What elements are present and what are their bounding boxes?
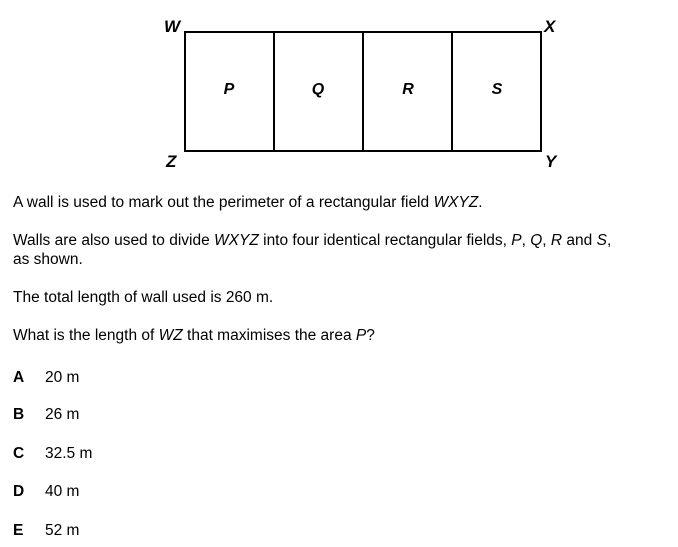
option-value: 40 m [45,483,80,500]
italic-text-run: S [596,232,607,249]
corner-label-x: X [544,17,556,36]
option-value: 52 m [45,522,80,539]
option-value: 26 m [45,406,80,423]
text-run: , [521,232,531,249]
option-value: 20 m [45,369,80,386]
text-run: as shown. [13,251,83,268]
field-label-q: Q [311,81,325,98]
diagram-lines [0,0,678,185]
option-letter: E [13,522,24,539]
field-label-s: S [491,81,503,98]
italic-text-run: P [355,327,367,344]
rectangle-diagram [0,0,678,185]
answer-option-e [13,521,79,540]
option-letter: B [13,406,25,423]
text-run: and [562,232,597,249]
option-value: 32.5 m [45,445,93,462]
text-run: . [478,194,483,211]
corner-label-z: Z [166,152,177,171]
text-run: ? [366,327,375,344]
option-letter: C [13,445,25,462]
answer-option-d [13,482,79,501]
question-paragraph-3: The total length of wall used is 260 m. [13,289,274,306]
text-run: that maximises the area [182,327,356,344]
italic-text-run: R [550,232,563,249]
question-paragraph-1 [13,193,663,212]
italic-text-run: WXYZ [214,232,259,249]
italic-text-run: Q [530,232,543,249]
text-run: What is the length of [13,327,159,344]
corner-label-y: Y [545,152,557,171]
answer-option-b [13,405,79,424]
text-run: Walls are also used to divide [13,232,215,249]
text-run: A wall is used to mark out the perimeter of a rectangular field [13,194,434,211]
text-run: into four identical rectangular fields, [258,232,512,249]
italic-text-run: WXYZ [433,194,479,211]
text-run: , [542,232,551,249]
italic-text-run: P [511,232,522,249]
option-letter: D [13,483,25,500]
field-label-r: R [402,81,414,98]
italic-text-run: WZ [158,327,183,344]
answer-option-a [13,368,79,387]
text-run: , [606,232,612,249]
option-letter: A [13,369,25,386]
answer-option-c [13,444,92,463]
question-paragraph-4 [13,326,663,345]
corner-label-w: W [164,17,181,36]
question-paragraph-2 [13,231,663,269]
field-label-p: P [223,81,235,98]
